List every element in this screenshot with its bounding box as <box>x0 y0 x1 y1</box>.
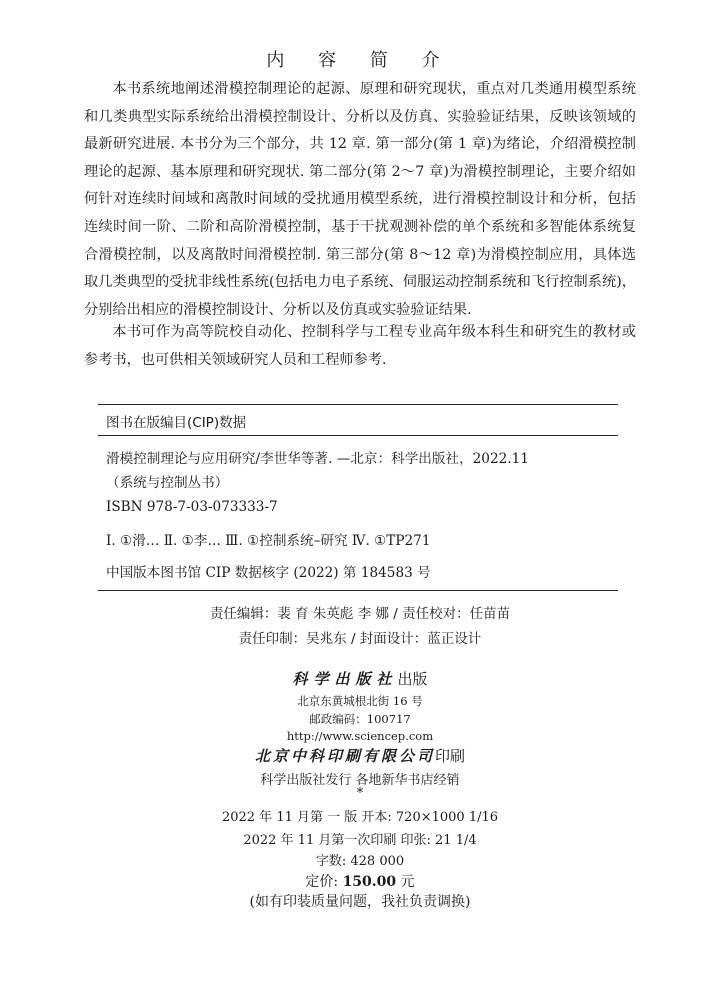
cip-header: 图书在版编目(CIP)数据 <box>106 415 247 431</box>
distribution-line: 科学出版社发行 各地新华书店经销 <box>260 773 460 788</box>
staff-production: 责任印制：吴兆东 / 封面设计：蓝正设计 <box>238 631 482 647</box>
separator-star: * <box>356 786 364 801</box>
quality-notice: (如有印装质量问题，我社负责调换) <box>249 894 471 910</box>
publisher-address: 北京东黄城根北街 16 号 <box>297 694 423 708</box>
intro-paragraph-2: 本书可作为高等院校自动化、控制科学与工程专业高年级本科生和研究生的教材或参考书，也可供相关领域研究人员和工程师参考. <box>84 324 636 368</box>
publisher-suffix: 出版 <box>397 670 428 688</box>
cip-series-line: （系统与控制丛书） <box>106 475 229 491</box>
cip-title-line: 滑模控制理论与应用研究/李世华等著. —北京：科学出版社，2022.11 <box>106 451 529 467</box>
price-unit: 元 <box>396 874 415 890</box>
price-value: 150.00 <box>342 874 397 890</box>
publisher-url: http://www.sciencep.com <box>286 729 434 743</box>
price-label: 定价: <box>305 874 343 890</box>
intro-paragraph-1: 本书系统地阐述滑模控制理论的起源、原理和研究现状，重点对几类通用模型系统和几类典型实际系统给出滑模控制设计、分析以及仿真、实验验证结果，反映该领域的最新研究进展. 本书分为三个部分，共 12 章. 第一部分(第 1 章)为绪论，介绍滑模控制理论的起源、基本原理和研究现状. 第二部分(第 2～7 章)为滑模控制理论，主要介绍如何针对连续时间域和离散时间域的受扰通用模型系统，进行滑模控制设计和分析，包括连续时间一阶、二阶和高阶滑模控制，基于干扰观测补偿的单个系统和多智能体系统复合滑模控制，以及离散时间滑模控制. 第三部分(第 8～12 章)为滑模控制应用，具体选取几类典型的受扰非线性系统(包括电力电子系统、伺服运动控制系统和飞行控制系统)，分别给出相应的滑模控制设计、分析以及仿真或实验验证结果. <box>84 81 636 318</box>
staff-editors: 责任编辑：裴 育 朱英彪 李 娜 / 责任校对：任苗苗 <box>209 606 511 622</box>
cip-classification: Ⅰ. ①滑… Ⅱ. ①李… Ⅲ. ①控制系统–研究 Ⅳ. ①TP271 <box>106 533 431 549</box>
cip-data-box <box>98 404 618 591</box>
section-title: 内 容 简 介 <box>266 50 454 71</box>
word-count: 字数: 428 000 <box>315 854 405 869</box>
printing-line: 2022 年 11 月第一次印刷 印张: 21 1/4 <box>243 833 477 848</box>
publisher-name: 科学出版社 <box>292 670 398 688</box>
cip-isbn: ISBN 978-7-03-073333-7 <box>106 499 278 515</box>
edition-line: 2022 年 11 月第 一 版 开本: 720×1000 1/16 <box>221 810 499 825</box>
publisher-line <box>0 668 720 689</box>
printer-suffix: 印刷 <box>435 747 466 765</box>
printer-name: 北京中科印刷有限公司 <box>254 747 435 765</box>
cip-record-number: 中国版本图书馆 CIP 数据核字 (2022) 第 184583 号 <box>106 565 431 581</box>
cip-divider <box>98 435 618 436</box>
printer-line <box>0 745 720 766</box>
publisher-postcode: 邮政编码：100717 <box>309 712 411 726</box>
price-line <box>0 871 720 891</box>
